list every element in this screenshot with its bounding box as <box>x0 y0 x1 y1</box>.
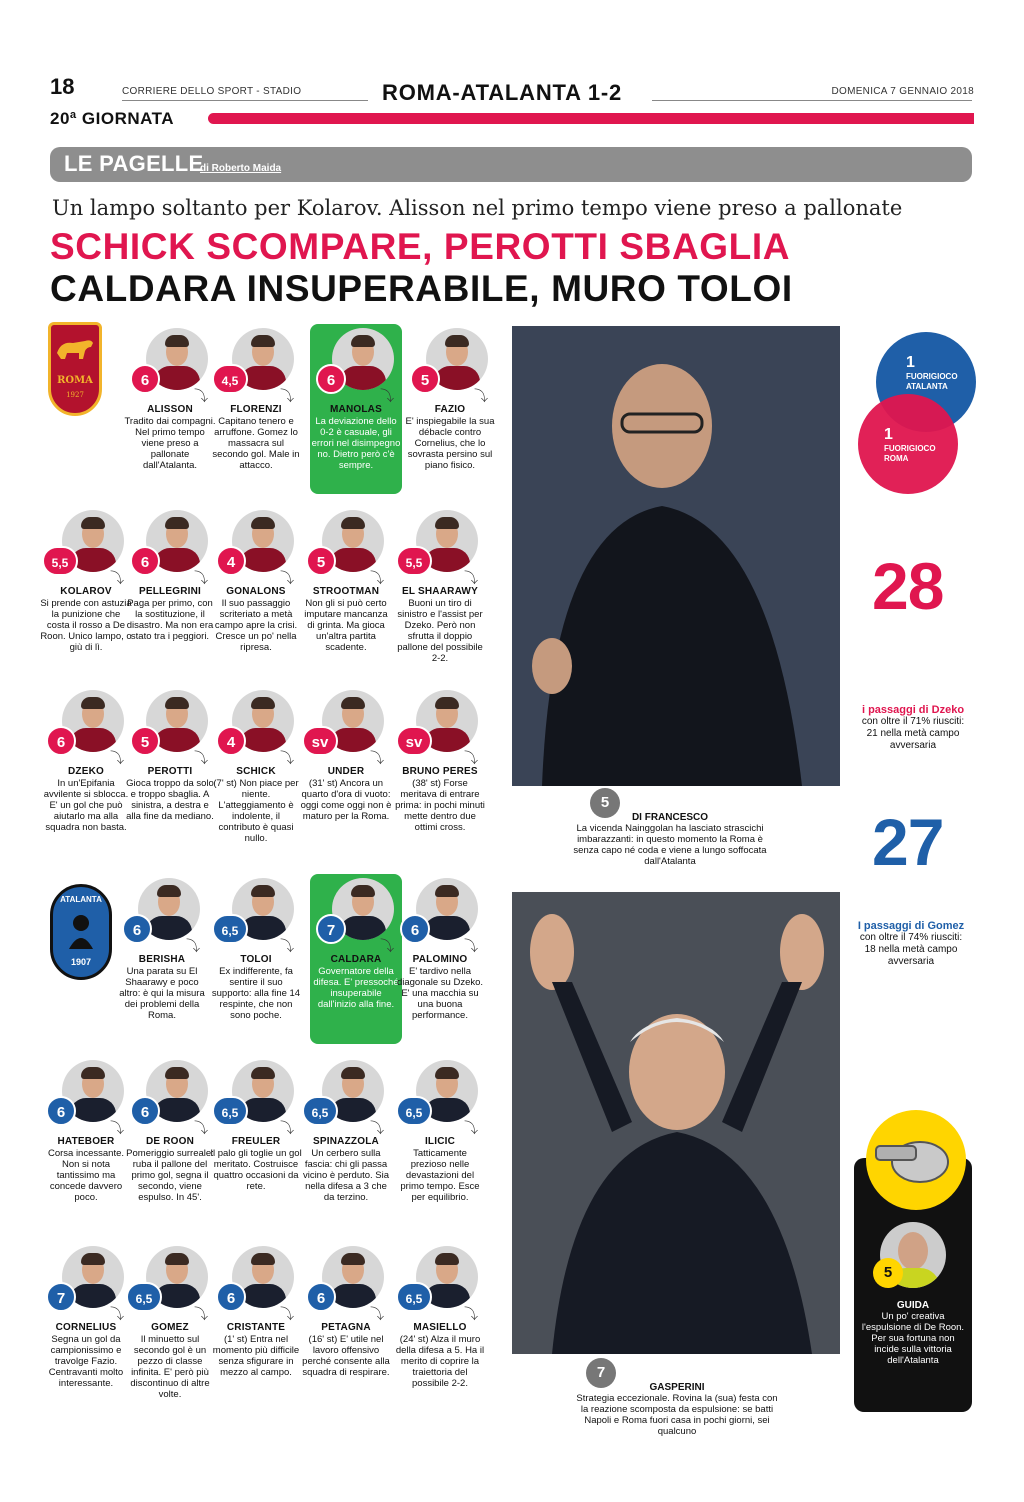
player-card <box>124 324 216 494</box>
player-comment: Il suo passaggio scriteriato a metà campo apre la crisi. Cresce un po' nella ripresa. <box>214 598 298 653</box>
player-vote: 5,5 <box>42 546 78 576</box>
player-name: SCHICK <box>236 766 276 777</box>
player-card <box>394 1242 486 1412</box>
player-vote: 6 <box>130 364 160 394</box>
player-name: UNDER <box>327 766 365 777</box>
di-francesco-name: DI FRANCESCO <box>631 812 709 823</box>
player-comment: Una parata su El Shaarawy e poco altro: è qui la misura dei problemi della Roma. <box>119 966 205 1021</box>
player-name: MASIELLO <box>413 1322 467 1333</box>
header-rule-right <box>652 100 972 101</box>
player-comment: Buoni un tiro di sinistro e l'assist per Dzeko. Però non sfrutta il doppio pallone del possibile 2-2. <box>397 598 483 664</box>
curved-arrow-icon: ⤵ <box>280 938 294 954</box>
player-card <box>404 324 496 494</box>
gomez-pass-label <box>856 920 966 968</box>
player-name: SPINAZZOLA <box>313 1136 379 1147</box>
section-author: di Roberto Maida <box>200 163 282 174</box>
player-name: MANOLAS <box>330 404 382 415</box>
dzeko-pass-count: 28 <box>872 549 944 623</box>
player-comment: (1' st) Entra nel momento più difficile senza sfigurare in mezzo al campo. <box>212 1334 300 1378</box>
curved-arrow-icon: ⤵ <box>370 1120 384 1136</box>
player-comment: Gioca troppo da solo e troppo sbaglia. A sinistra, a destra e alla fine da mediano. <box>126 778 214 822</box>
player-vote: 6,5 <box>126 1282 162 1312</box>
player-name: PEROTTI <box>147 766 193 777</box>
player-card <box>40 686 132 856</box>
player-comment: Ex indifferente, fa sentire il suo supporto: alla fine 14 respinte, che non sono poche. <box>211 966 301 1021</box>
player-comment: (24' st) Alza il muro della difesa a 5. Ha il merito di coprire la traiettoria del possibile 2-2. <box>395 1334 485 1389</box>
player-name: EL SHAARAWY <box>402 586 478 597</box>
player-card <box>40 1242 132 1412</box>
issue-date: DOMENICA 7 GENNAIO 2018 <box>831 86 974 97</box>
player-name: HATEBOER <box>57 1136 115 1147</box>
match-result: ROMA-ATALANTA 1-2 <box>382 80 623 105</box>
roma-crest-year: 1927 <box>66 391 84 399</box>
player-vote: 5,5 <box>396 546 432 576</box>
di-francesco-photo <box>512 326 840 786</box>
newspaper-source: CORRIERE DELLO SPORT - STADIO <box>122 86 302 97</box>
player-vote: 6 <box>46 1096 76 1126</box>
atalanta-crest-year: 1907 <box>70 957 92 967</box>
player-comment: Tatticamente prezioso nelle devastazioni del primo tempo. Esce per equilibrio. <box>400 1148 480 1203</box>
header-red-bar <box>208 113 974 124</box>
player-name: BRUNO PERES <box>402 766 478 777</box>
player-comment: (7' st) Non piace per niente. L'atteggiamento è indolente, il contributo è quasi nullo. <box>213 778 299 844</box>
curved-arrow-icon: ⤵ <box>380 388 394 404</box>
player-name: CALDARA <box>330 954 382 965</box>
whistle-icon <box>866 1110 966 1210</box>
offside-roma-value: 1 <box>884 426 893 443</box>
player-comment: (16' st) E' utile nel lavoro offensivo perché consente alla squadra di respirare. <box>302 1334 390 1378</box>
player-vote: 6,5 <box>396 1096 432 1126</box>
player-name: STROOTMAN <box>312 586 380 597</box>
round-label: 20ª GIORNATA <box>50 109 175 128</box>
curved-arrow-icon: ⤵ <box>194 750 208 766</box>
player-vote: 6 <box>130 546 160 576</box>
curved-arrow-icon: ⤵ <box>280 388 294 404</box>
player-vote: 5 <box>410 364 440 394</box>
player-vote: 5 <box>306 546 336 576</box>
headline-kicker: Un lampo soltanto per Kolarov. Alisson nel primo tempo viene preso a pallonate <box>52 196 903 220</box>
curved-arrow-icon: ⤵ <box>280 750 294 766</box>
player-name: FLORENZI <box>230 404 282 415</box>
player-name: PETAGNA <box>321 1322 371 1333</box>
player-comment: Segna un gol da campionissimo e travolge Fazio. Centravanti molto interessante. <box>48 1334 124 1389</box>
gasperini-caption <box>572 1382 782 1437</box>
player-card <box>210 686 302 856</box>
curved-arrow-icon: ⤵ <box>474 388 488 404</box>
curved-arrow-icon: ⤵ <box>194 1306 208 1322</box>
atalanta-crest <box>50 884 112 980</box>
di-francesco-text: La vicenda Nainggolan ha lasciato strascichi imbarazzanti: in questo momento la Roma è senza capo né coda e viene a lungo soffocata dall'Atalanta <box>573 823 767 867</box>
player-comment: Il palo gli toglie un gol meritato. Costruisce quattro occasioni da rete. <box>210 1148 302 1192</box>
player-comment: Non gli si può certo imputare mancanza di grinta. Ma gioca un'altra partita scadente. <box>304 598 388 653</box>
gomez-pass-count: 27 <box>872 805 944 879</box>
player-vote: 6,5 <box>302 1096 338 1126</box>
curved-arrow-icon: ⤵ <box>186 938 200 954</box>
roma-crest-name: ROMA <box>57 375 93 386</box>
player-vote: sv <box>302 726 338 756</box>
player-comment: Governatore della difesa. E' pressoché insuperabile dall'inizio alla fine. <box>313 966 399 1010</box>
player-name: ILICIC <box>424 1136 456 1147</box>
curved-arrow-icon: ⤵ <box>464 938 478 954</box>
referee-vote: 5 <box>873 1258 903 1288</box>
curved-arrow-icon: ⤵ <box>280 1306 294 1322</box>
player-vote: 7 <box>46 1282 76 1312</box>
player-vote: 6 <box>216 1282 246 1312</box>
player-name: CORNELIUS <box>55 1322 117 1333</box>
player-card <box>394 686 486 856</box>
player-comment: In un'Epifania avvilente si sblocca. E' un gol che può aiutarlo ma alla squadra non basta. <box>43 778 129 833</box>
player-card <box>116 874 208 1044</box>
curved-arrow-icon: ⤵ <box>110 750 124 766</box>
curved-arrow-icon: ⤵ <box>464 1306 478 1322</box>
player-name: GOMEZ <box>151 1322 189 1333</box>
curved-arrow-icon: ⤵ <box>370 750 384 766</box>
curved-arrow-icon: ⤵ <box>110 1120 124 1136</box>
player-card <box>310 324 402 494</box>
offside-roma-circle <box>858 394 958 494</box>
player-card <box>124 1242 216 1412</box>
player-card <box>210 506 302 676</box>
roma-crest <box>48 322 102 416</box>
player-comment: Un cerbero sulla fascia: chi gli passa vicino è perduto. Sia nella difesa a 3 che da terzino. <box>302 1148 390 1203</box>
referee-name: GUIDA <box>896 1300 930 1311</box>
di-francesco-vote: 5 <box>590 788 620 818</box>
player-name: ALISSON <box>147 404 193 415</box>
curved-arrow-icon: ⤵ <box>194 388 208 404</box>
section-title: LE PAGELLE <box>64 151 204 176</box>
player-vote: 6 <box>130 1096 160 1126</box>
player-name: BERISHA <box>138 954 186 965</box>
player-name: KOLAROV <box>60 586 112 597</box>
offside-atalanta-label: FUORIGIOCO ATALANTA <box>906 372 958 391</box>
curved-arrow-icon: ⤵ <box>194 1120 208 1136</box>
gasperini-text: Strategia eccezionale. Rovina la (sua) festa con la reazione scomposta da espulsione: se batti Napoli e Roma fuori casa in pochi giorni, sei qualcuno <box>576 1393 778 1437</box>
player-name: PELLEGRINI <box>138 586 201 597</box>
player-vote: 6 <box>400 914 430 944</box>
player-card <box>210 324 302 494</box>
player-name: DE ROON <box>145 1136 195 1147</box>
player-comment: Il minuetto sul secondo gol è un pezzo di classe infinita. E' però più discontinuo di altre volte. <box>130 1334 210 1400</box>
player-vote: sv <box>396 726 432 756</box>
player-card <box>394 506 486 676</box>
gomez-pass-title: I passaggi di Gomez <box>857 920 965 932</box>
player-card <box>124 1056 216 1226</box>
player-vote: 6,5 <box>396 1282 432 1312</box>
referee-caption <box>858 1300 968 1366</box>
curved-arrow-icon: ⤵ <box>194 570 208 586</box>
curved-arrow-icon: ⤵ <box>464 570 478 586</box>
player-card <box>124 686 216 856</box>
curved-arrow-icon: ⤵ <box>280 1120 294 1136</box>
player-vote: 6,5 <box>212 914 248 944</box>
player-card <box>300 1056 392 1226</box>
player-comment: (38' st) Forse meritava di entrare prima: in pochi minuti mette dentro due ottimi cross. <box>395 778 485 833</box>
curved-arrow-icon: ⤵ <box>110 570 124 586</box>
player-name: GONALONS <box>226 586 286 597</box>
gasperini-photo <box>512 892 840 1354</box>
curved-arrow-icon: ⤵ <box>464 750 478 766</box>
player-vote: 5 <box>130 726 160 756</box>
dzeko-pass-title: i passaggi di Dzeko <box>861 704 965 716</box>
player-vote: 6 <box>306 1282 336 1312</box>
player-name: DZEKO <box>68 766 104 777</box>
player-name: CRISTANTE <box>226 1322 286 1333</box>
player-comment: Paga per primo, con la sostituzione, il disastro. Ma non era stato tra i peggiori. <box>126 598 214 642</box>
player-comment: E' inspiegabile la sua débacle contro Cornelius, che lo sovrasta persino sul piano fisico. <box>405 416 495 471</box>
player-vote: 4 <box>216 546 246 576</box>
player-comment: Pomeriggio surreale: ruba il pallone del primo gol, segna il secondo, viene espulso. In 45'. <box>126 1148 214 1203</box>
header-rule-left <box>122 100 368 101</box>
headline-line-2: CALDARA INSUPERABILE, MURO TOLOI <box>50 268 793 309</box>
player-vote: 6 <box>46 726 76 756</box>
curved-arrow-icon: ⤵ <box>280 570 294 586</box>
player-card <box>300 1242 392 1412</box>
coach-figure-icon <box>512 892 840 1354</box>
player-name: PALOMINO <box>412 954 468 965</box>
dzeko-pass-label <box>858 704 968 752</box>
player-card <box>394 874 486 1044</box>
offside-roma-label: FUORIGIOCO ROMA <box>884 444 936 463</box>
player-comment: Corsa incessante. Non si nota tantissimo ma concede davvero poco. <box>47 1148 125 1203</box>
player-card <box>124 506 216 676</box>
player-comment: Si prende con astuzia la punizione che costa il rosso a De Roon. Unico lampo, o giù di lì. <box>40 598 132 653</box>
coach-figure-icon <box>512 326 840 786</box>
player-card <box>40 506 132 676</box>
player-name: TOLOI <box>240 954 272 965</box>
player-comment: (31' st) Ancora un quarto d'ora di vuoto: oggi come oggi non è maturo per la Roma. <box>300 778 392 822</box>
gomez-pass-text: con oltre il 74% riusciti: 18 nella metà campo avversaria <box>859 932 963 967</box>
curved-arrow-icon: ⤵ <box>110 1306 124 1322</box>
atalanta-crest-name: ATALANTA <box>60 895 102 904</box>
goddess-icon <box>53 909 109 949</box>
curved-arrow-icon: ⤵ <box>370 1306 384 1322</box>
player-vote: 4,5 <box>212 364 248 394</box>
curved-arrow-icon: ⤵ <box>370 570 384 586</box>
player-vote: 7 <box>316 914 346 944</box>
player-card <box>210 1056 302 1226</box>
gasperini-name: GASPERINI <box>649 1382 705 1393</box>
referee-text: Un po' creativa l'espulsione di De Roon. Per sua fortuna non incide sulla vittoria dell'Atalanta <box>861 1311 965 1366</box>
player-card <box>310 874 402 1044</box>
player-vote: 6 <box>122 914 152 944</box>
player-card <box>210 874 302 1044</box>
headline-line-1: SCHICK SCOMPARE, PEROTTI SBAGLIA <box>50 226 791 267</box>
player-card <box>300 686 392 856</box>
player-vote: 6 <box>316 364 346 394</box>
player-name: FAZIO <box>434 404 466 415</box>
dzeko-pass-text: con oltre il 71% riusciti: 21 nella metà campo avversaria <box>861 716 965 751</box>
player-vote: 6,5 <box>212 1096 248 1126</box>
player-card <box>300 506 392 676</box>
player-card <box>40 1056 132 1226</box>
gasperini-vote: 7 <box>586 1358 616 1388</box>
player-name: FREULER <box>231 1136 281 1147</box>
di-francesco-caption <box>570 812 770 867</box>
player-card <box>394 1056 486 1226</box>
player-vote: 4 <box>216 726 246 756</box>
wolf-icon <box>51 333 99 363</box>
player-comment: E' tardivo nella diagonale su Dzeko. E' una macchia su una buona performance. <box>396 966 484 1021</box>
curved-arrow-icon: ⤵ <box>380 938 394 954</box>
player-comment: La deviazione dello 0-2 è casuale, gli errori nel disimpegno no. Dietro però c'è sempre. <box>311 416 401 471</box>
curved-arrow-icon: ⤵ <box>464 1120 478 1136</box>
offside-atalanta-value: 1 <box>906 354 915 371</box>
page-number: 18 <box>50 74 75 99</box>
player-card <box>210 1242 302 1412</box>
player-comment: Tradito dai compagni. Nel primo tempo viene preso a pallonate dall'Atalanta. <box>124 416 216 471</box>
player-comment: Capitano tenero e arruffone. Gomez lo massacra sul secondo gol. Male in attacco. <box>212 416 300 471</box>
